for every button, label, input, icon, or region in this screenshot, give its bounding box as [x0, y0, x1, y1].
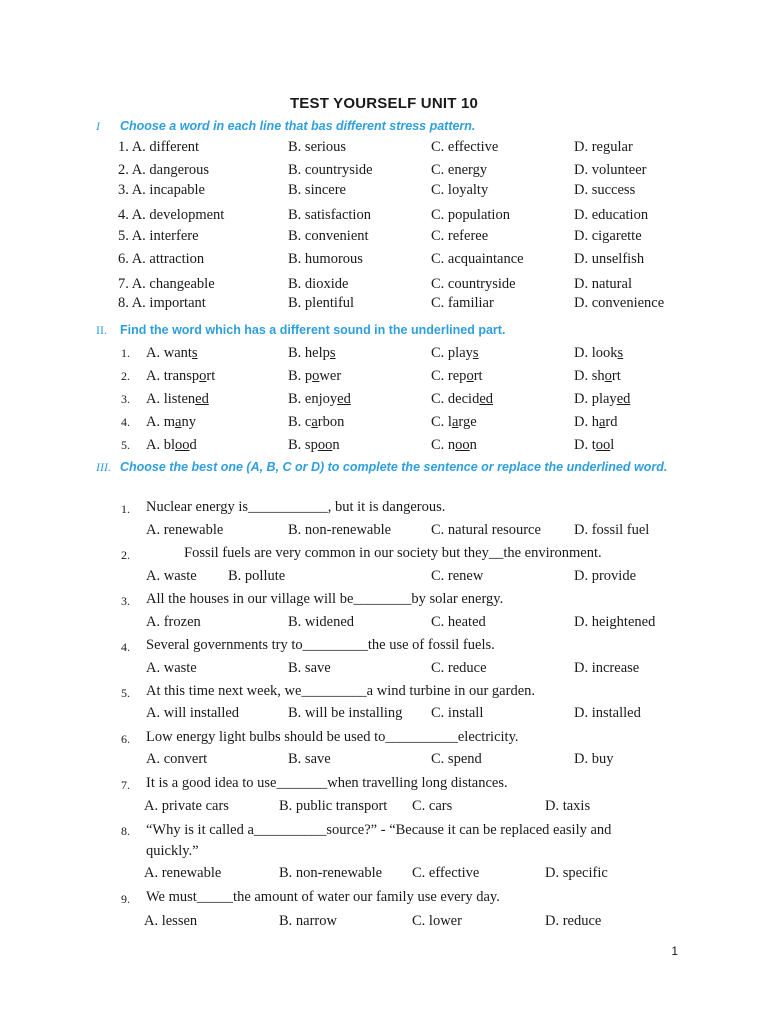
answer-row-1 [0, 522, 768, 540]
option-b: B. helps [288, 345, 336, 361]
option-b: B. power [288, 368, 342, 384]
option-b: B. convenient [288, 228, 369, 244]
option-d: D. taxis [545, 798, 591, 814]
question-text: Low energy light bulbs should be used to__________electricity. [146, 729, 519, 745]
option-b: B. serious [288, 139, 346, 155]
option-d: D. unselfish [574, 251, 645, 267]
option-b: B. save [288, 751, 331, 767]
option-b: B. widened [288, 614, 355, 630]
question-number: 3. [121, 392, 130, 406]
question-number: 2. [121, 548, 130, 562]
question-number: 5. [121, 438, 130, 452]
option-b: B. non-renewable [288, 522, 392, 538]
question-number: 2. [121, 369, 130, 383]
option-a: A. will installed [146, 705, 240, 721]
question-text: “Why is it called a__________source?” - “Because it can be replaced easily and quickly.” [146, 822, 612, 859]
option-a: A. renewable [144, 865, 222, 881]
option-a: 3. A. incapable [118, 182, 205, 198]
option-c: C. population [431, 207, 510, 223]
option-c: C. plays [431, 345, 479, 361]
question-number: 7. [121, 778, 130, 792]
option-c: C. cars [412, 798, 453, 814]
option-a: A. frozen [146, 614, 201, 630]
option-a: A. convert [146, 751, 208, 767]
answer-row-7 [0, 798, 768, 816]
option-c: C. install [431, 705, 484, 721]
option-a: 7. A. changeable [118, 276, 215, 292]
option-d: D. success [574, 182, 636, 198]
option-a: A. transport [146, 368, 216, 384]
option-a: A. wants [146, 345, 198, 361]
section-2-instruction: Find the word which has a different sound in the underlined part. [120, 323, 506, 337]
option-b: B. spoon [288, 437, 340, 453]
option-d: D. hard [574, 414, 618, 430]
option-c: C. effective [431, 139, 499, 155]
option-c: C. effective [412, 865, 480, 881]
stress-row-4 [0, 207, 768, 225]
question-text: All the houses in our village will be________by solar energy. [146, 591, 504, 607]
option-a: A. waste [146, 568, 197, 584]
option-b: B. plentiful [288, 295, 355, 311]
stress-row-7 [0, 276, 768, 294]
section-2-number: II. [96, 323, 107, 337]
option-d: D. provide [574, 568, 637, 584]
page-title: TEST YOURSELF UNIT 10 [289, 95, 479, 112]
option-c: C. decided [431, 391, 494, 407]
stress-row-6 [0, 251, 768, 269]
option-c: C. referee [431, 228, 489, 244]
option-a: A. many [146, 414, 196, 430]
option-c: C. renew [431, 568, 484, 584]
option-d: D. played [574, 391, 631, 407]
answer-row-3 [0, 614, 768, 632]
question-number: 5. [121, 686, 130, 700]
sound-row-5 [0, 437, 768, 455]
option-c: C. acquaintance [431, 251, 524, 267]
option-b: B. satisfaction [288, 207, 371, 223]
question-text: Nuclear energy is___________, but it is dangerous. [146, 499, 446, 515]
answer-row-8 [0, 865, 768, 883]
question-number: 1. [121, 346, 130, 360]
option-c: C. familiar [431, 295, 494, 311]
option-c: C. large [431, 414, 477, 430]
stress-row-8 [0, 295, 768, 313]
option-a: 5. A. interfere [118, 228, 199, 244]
sound-row-3 [0, 391, 768, 409]
option-c: C. energy [431, 162, 488, 178]
option-a: 8. A. important [118, 295, 206, 311]
stress-row-2 [0, 162, 768, 180]
option-a: 6. A. attraction [118, 251, 205, 267]
option-d: D. regular [574, 139, 633, 155]
option-b: B. humorous [288, 251, 363, 267]
option-d: D. volunteer [574, 162, 647, 178]
section-3-instruction: Choose the best one (A, B, C or D) to complete the sentence or replace the underlined word. [120, 460, 668, 474]
option-d: D. convenience [574, 295, 665, 311]
answer-row-6 [0, 751, 768, 769]
option-c: C. lower [412, 913, 462, 929]
option-c: C. natural resource [431, 522, 541, 538]
option-c: C. countryside [431, 276, 516, 292]
option-a: A. waste [146, 660, 197, 676]
section-1-heading [96, 118, 676, 135]
option-d: D. buy [574, 751, 614, 767]
option-d: D. short [574, 368, 621, 384]
option-d: D. education [574, 207, 649, 223]
option-d: D. tool [574, 437, 615, 453]
option-b: B. public transport [279, 798, 388, 814]
section-1-number: I [96, 119, 100, 133]
option-d: D. cigarette [574, 228, 642, 244]
sound-row-2 [0, 368, 768, 386]
option-d: D. specific [545, 865, 608, 881]
option-a: A. private cars [144, 798, 229, 814]
option-c: C. reduce [431, 660, 487, 676]
question-text: It is a good idea to use_______when travelling long distances. [146, 775, 508, 791]
option-d: D. natural [574, 276, 632, 292]
option-a: A. renewable [146, 522, 224, 538]
section-2-heading [96, 322, 676, 339]
question-number: 4. [121, 415, 130, 429]
option-b: B. non-renewable [279, 865, 383, 881]
option-a: 2. A. dangerous [118, 162, 210, 178]
stress-row-5 [0, 228, 768, 246]
question-number: 8. [121, 824, 130, 838]
option-b: B. countryside [288, 162, 373, 178]
section-3-heading [96, 459, 676, 476]
option-a: 4. A. development [118, 207, 225, 223]
answer-row-9 [0, 913, 768, 931]
sound-row-1 [0, 345, 768, 363]
question-text: Several governments try to_________the use of fossil fuels. [146, 637, 495, 653]
stress-row-1 [0, 139, 768, 157]
option-c: C. spend [431, 751, 482, 767]
option-d: D. reduce [545, 913, 602, 929]
question-text: Fossil fuels are very common in our society but they__the environment. [184, 545, 602, 561]
sound-row-4 [0, 414, 768, 432]
question-text: We must_____the amount of water our family use every day. [146, 889, 500, 905]
option-b: B. pollute [228, 568, 286, 584]
option-b: B. save [288, 660, 331, 676]
option-a: A. listened [146, 391, 209, 407]
option-c: C. heated [431, 614, 486, 630]
stress-row-3 [0, 182, 768, 200]
option-b: B. enjoyed [288, 391, 351, 407]
option-b: B. carbon [288, 414, 345, 430]
option-a: 1. A. different [118, 139, 200, 155]
option-b: B. narrow [279, 913, 337, 929]
option-d: D. increase [574, 660, 640, 676]
option-b: B. will be installing [288, 705, 403, 721]
question-number: 6. [121, 732, 130, 746]
question-number: 3. [121, 594, 130, 608]
section-1-instruction: Choose a word in each line that bas different stress pattern. [120, 119, 476, 133]
option-d: D. looks [574, 345, 624, 361]
option-c: C. noon [431, 437, 477, 453]
option-c: C. report [431, 368, 483, 384]
option-a: A. lessen [144, 913, 198, 929]
option-d: D. fossil fuel [574, 522, 650, 538]
option-c: C. loyalty [431, 182, 489, 198]
option-b: B. sincere [288, 182, 346, 198]
section-3-number: III. [96, 460, 111, 474]
option-d: D. heightened [574, 614, 656, 630]
question-number: 9. [121, 892, 130, 906]
answer-row-5 [0, 705, 768, 723]
page-number: 1 [671, 944, 678, 958]
option-d: D. installed [574, 705, 641, 721]
answer-row-2 [0, 568, 768, 586]
option-b: B. dioxide [288, 276, 349, 292]
option-a: A. blood [146, 437, 197, 453]
question-text: At this time next week, we_________a wind turbine in our garden. [146, 683, 536, 699]
question-number: 1. [121, 502, 130, 516]
question-number: 4. [121, 640, 130, 654]
answer-row-4 [0, 660, 768, 678]
